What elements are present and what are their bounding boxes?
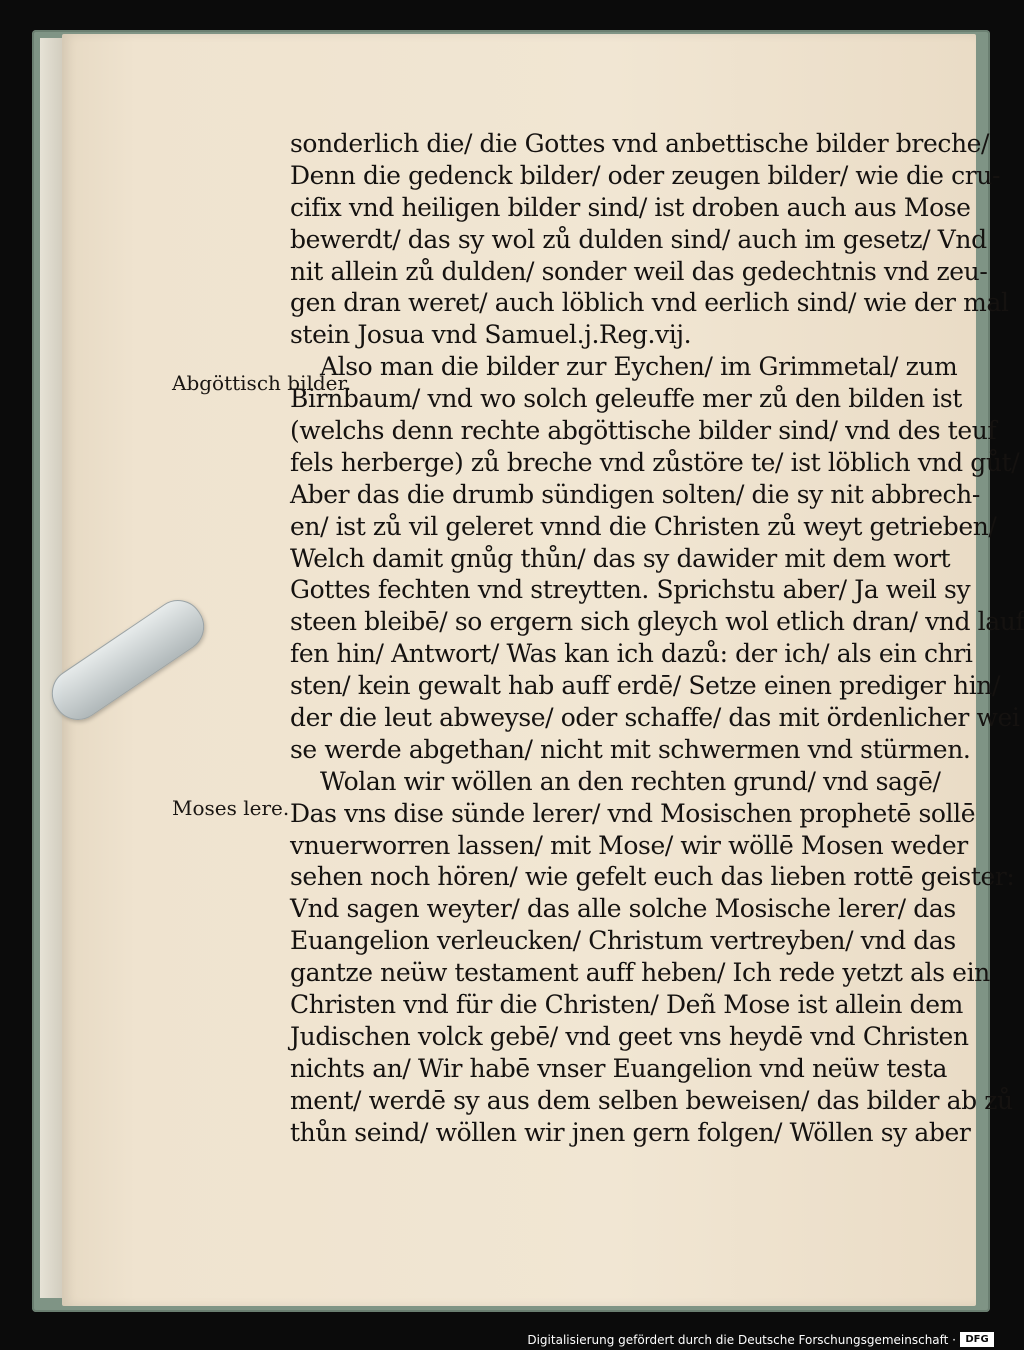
text-line: gen dran weret/ auch löblich vnd eerlich sind/ wie der mal	[290, 288, 1009, 318]
text-line: stein Josua vnd Samuel.j.Reg.vij.	[290, 320, 692, 350]
text-line: se werde abgethan/ nicht mit schwermen vnd stürmen.	[290, 734, 971, 764]
text-line: Das vns dise sünde lerer/ vnd Mosischen prophetē sollē	[290, 798, 976, 828]
text-line: sehen noch hören/ wie gefelt euch das lieben rottē geister:	[290, 862, 1015, 892]
text-line: bewerdt/ das sy wol zů dulden sind/ auch im gesetz/ Vnd	[290, 224, 987, 254]
margin-note-abgoettisch: Abgöttisch bilder.	[172, 371, 352, 395]
footer-bar	[0, 1328, 1000, 1350]
text-line: fels herberge) zů breche vnd zůstöre te/ ist löblich vnd gůt/	[290, 447, 1020, 477]
text-line: vnuerworren lassen/ mit Mose/ wir wöllē Mosen weder	[290, 830, 968, 860]
text-line: Gottes fechten vnd streytten. Sprichstu aber/ Ja weil sy	[290, 575, 971, 605]
text-line: (welchs denn rechte abgöttische bilder sind/ vnd des teuf	[290, 416, 997, 446]
text-line: Birnbaum/ vnd wo solch geleuffe mer zů den bilden ist	[290, 384, 962, 414]
text-line: Welch damit gnůg thůn/ das sy dawider mit dem wort	[290, 543, 951, 573]
text-line: sonderlich die/ die Gottes vnd anbettische bilder breche/	[290, 129, 990, 158]
text-line: Aber das die drumb sündigen solten/ die sy nit abbrech‑	[290, 479, 980, 509]
text-line: der die leut abweyse/ oder schaffe/ das mit ördenlicher wei	[290, 703, 1020, 733]
body-text	[290, 128, 1024, 1149]
text-line: Judischen volck gebē/ vnd geet vns heydē vnd Christen	[290, 1021, 969, 1051]
text-line: nit allein zů dulden/ sonder weil das gedechtnis vnd zeu‑	[290, 256, 988, 286]
glass-bookmark	[42, 590, 214, 729]
dfg-logo: DFG	[960, 1332, 994, 1347]
text-line: ment/ werdē sy aus dem selben beweisen/ das bilder ab zů	[290, 1085, 1013, 1115]
paragraph-start-line: Also man die bilder zur Eychen/ im Grimmetal/ zum	[320, 352, 958, 382]
text-line: Euangelion verleucken/ Christum vertreyben/ vnd das	[290, 926, 956, 956]
text-line: Vnd sagen weyter/ das alle solche Mosische lerer/ das	[290, 894, 956, 924]
text-line: nichts an/ Wir habē vnser Euangelion vnd neüw testa	[290, 1053, 948, 1083]
text-line: Denn die gedenck bilder/ oder zeugen bilder/ wie die cru‑	[290, 160, 1000, 190]
funding-credit: Digitalisierung gefördert durch die Deutsche Forschungsgemeinschaft ·	[527, 1333, 956, 1347]
text-line: en/ ist zů vil geleret vnnd die Christen zů weyt getrieben/	[290, 511, 997, 541]
text-line: sten/ kein gewalt hab auff erdē/ Setze einen prediger hin/	[290, 671, 1001, 701]
text-line: fen hin/ Antwort/ Was kan ich dazů: der ich/ als ein chri	[290, 639, 973, 669]
text-line: steen bleibē/ so ergern sich gleych wol etlich dran/ vnd lauf	[290, 607, 1024, 637]
text-line: cifix vnd heiligen bilder sind/ ist droben auch aus Mose	[290, 192, 971, 222]
margin-note-moses-lere: Moses lere.	[172, 796, 290, 820]
text-line: gantze neüw testament auff heben/ Ich rede yetzt als ein	[290, 958, 990, 988]
text-line: thůn seind/ wöllen wir jnen gern folgen/ Wöllen sy aber	[290, 1117, 971, 1147]
paragraph-start-line: Wolan wir wöllen an den rechten grund/ vnd sagē/	[320, 766, 941, 796]
text-line: Christen vnd für die Christen/ Deñ Mose ist allein dem	[290, 990, 963, 1020]
